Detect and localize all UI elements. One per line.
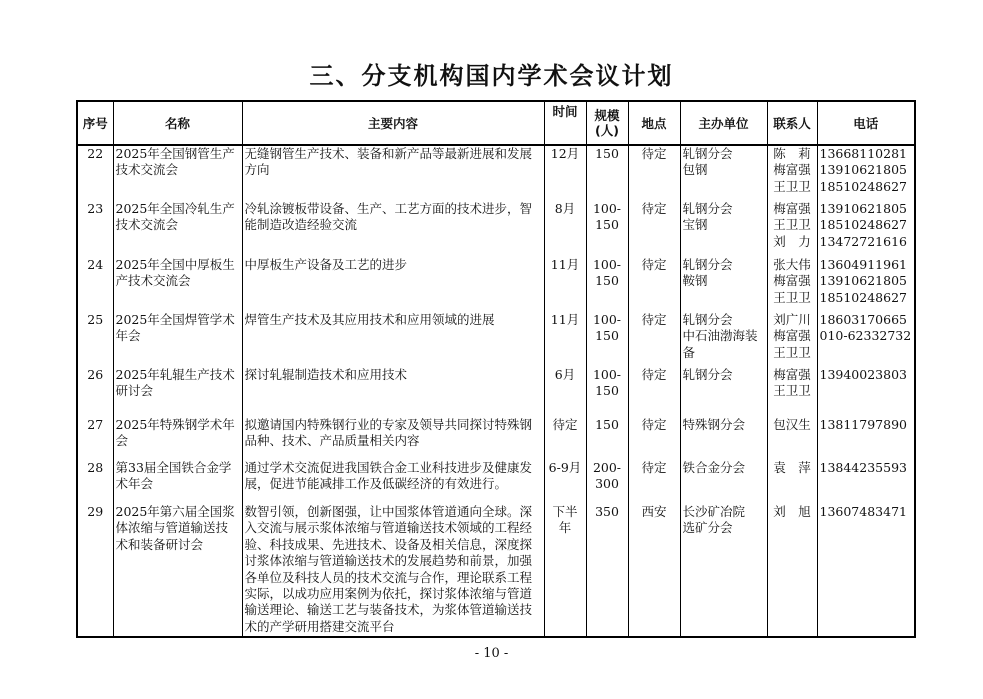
meeting-phone (817, 201, 915, 257)
meeting-content: 数智引领，创新图强，让中国浆体管道通向全球。深入交流与展示浆体浓缩与管道输送技术领域的工程经验、科技成果、先进技术、设备及相关信息，深度探讨浆体浓缩与管道输送技术的发展趋势和前景，加强各单位及科技人员的技术交流与合作，理论联系工程实际，以成功应用案例为依托，探讨浆体浓缩与管道输送理论、输送工艺与装备技术，为浆体管道输送技术的产学研用搭建交流平台 (242, 504, 544, 637)
meeting-content: 冷轧涂镀板带设备、生产、工艺方面的技术进步，智能制造改造经验交流 (242, 201, 544, 257)
row-number: 26 (77, 367, 113, 417)
meeting-host (680, 145, 767, 201)
row-number: 23 (77, 201, 113, 257)
meeting-scale-line: 150 (595, 383, 619, 399)
meeting-place: 待定 (628, 312, 680, 367)
meeting-contact (767, 312, 817, 367)
meeting-host-line: 铁合金分会 (682, 460, 746, 475)
meeting-scale (586, 504, 628, 637)
page-title: 三、分支机构国内学术会议计划 (309, 62, 674, 90)
meeting-host-line: 备 (682, 344, 696, 360)
meeting-scale (586, 201, 628, 257)
meeting-content: 探讨轧辊制造技术和应用技术 (242, 367, 544, 417)
meeting-scale-line: 300 (595, 476, 619, 492)
meeting-phone-line: 18510248627 (819, 217, 907, 233)
row-number: 22 (77, 145, 113, 201)
meeting-phone-line: 13910621805 (819, 162, 907, 178)
meeting-name: 2025年特殊钢学术年会 (113, 417, 242, 460)
meeting-phone-line: 18603170665 (819, 312, 907, 327)
meeting-host-line: 包钢 (682, 162, 708, 178)
meeting-time: 6-9月 (544, 460, 586, 504)
header-place: 地点 (628, 101, 680, 145)
meeting-host-line: 中石油渤海装 (682, 328, 758, 344)
meeting-host-line: 轧钢分会 (682, 367, 733, 382)
meeting-phone (817, 367, 915, 417)
header-phone: 电话 (817, 101, 915, 145)
meeting-content: 焊管生产技术及其应用技术和应用领域的进展 (242, 312, 544, 367)
header-contact: 联系人 (767, 101, 817, 145)
table-row (77, 312, 915, 367)
meeting-name: 2025年全国焊管学术年会 (113, 312, 242, 367)
meeting-phone-line: 13604911961 (819, 257, 907, 272)
meeting-host-line: 选矿分会 (682, 520, 733, 536)
header-scale-line: 规模 (594, 108, 620, 123)
meeting-scale-line: 150 (595, 328, 619, 344)
header-content: 主要内容 (242, 101, 544, 145)
meeting-phone-line: 13472721616 (819, 233, 907, 249)
meeting-contact-line: 陈 莉 (773, 146, 811, 161)
meeting-scale (586, 312, 628, 367)
meeting-contact-line: 王卫卫 (773, 383, 811, 399)
row-number: 29 (77, 504, 113, 637)
header-scale (586, 101, 628, 145)
meeting-time: 下半年 (544, 504, 586, 637)
meeting-phone-line: 010-62332732 (819, 328, 912, 344)
meeting-scale-line: 100- (592, 257, 622, 272)
meeting-place: 待定 (628, 145, 680, 201)
meeting-contact (767, 367, 817, 417)
meeting-host (680, 201, 767, 257)
meeting-host (680, 504, 767, 637)
meeting-contact-line: 梅富强 (773, 328, 811, 344)
meeting-contact (767, 257, 817, 312)
meeting-plan-table (76, 100, 916, 638)
meeting-contact-line: 刘 力 (773, 233, 811, 249)
meeting-host (680, 367, 767, 417)
meeting-time: 6月 (544, 367, 586, 417)
meeting-scale (586, 145, 628, 201)
meeting-phone-line: 13668110281 (819, 146, 907, 161)
table-header-row (77, 101, 915, 145)
header-name: 名称 (113, 101, 242, 145)
meeting-host-line: 轧钢分会 (682, 257, 733, 272)
meeting-name: 2025年全国中厚板生产技术交流会 (113, 257, 242, 312)
table-row (77, 460, 915, 504)
meeting-phone-line: 13910621805 (819, 201, 907, 216)
meeting-scale-line: 200- (592, 460, 622, 475)
meeting-time: 待定 (544, 417, 586, 460)
meeting-scale (586, 367, 628, 417)
table-row (77, 145, 915, 201)
meeting-contact-line: 包汉生 (773, 417, 811, 432)
header-num: 序号 (77, 101, 113, 145)
meeting-phone (817, 257, 915, 312)
meeting-host-line: 长沙矿冶院 (682, 504, 746, 519)
meeting-content: 拟邀请国内特殊钢行业的专家及领导共同探讨特殊钢品种、技术、产品质量相关内容 (242, 417, 544, 460)
meeting-place: 待定 (628, 417, 680, 460)
meeting-phone-line: 13910621805 (819, 273, 907, 289)
meeting-content: 通过学术交流促进我国铁合金工业科技进步及健康发展，促进节能减排工作及低碳经济的有效进行。 (242, 460, 544, 504)
meeting-phone-line: 13607483471 (819, 504, 907, 519)
meeting-contact (767, 417, 817, 460)
meeting-scale-line: 100- (592, 312, 622, 327)
row-number: 27 (77, 417, 113, 460)
meeting-phone (817, 145, 915, 201)
meeting-host-line: 轧钢分会 (682, 146, 733, 161)
meeting-host-line: 轧钢分会 (682, 201, 733, 216)
meeting-phone (817, 460, 915, 504)
meeting-content: 无缝钢管生产技术、装备和新产品等最新进展和发展方向 (242, 145, 544, 201)
meeting-contact (767, 201, 817, 257)
meeting-name: 2025年第六届全国浆体浓缩与管道输送技术和装备研讨会 (113, 504, 242, 637)
meeting-scale-line: 150 (595, 146, 619, 161)
meeting-contact-line: 张大伟 (773, 257, 811, 272)
meeting-phone-line: 18510248627 (819, 289, 907, 305)
table-row (77, 504, 915, 637)
meeting-scale-line: 150 (595, 217, 619, 233)
meeting-scale (586, 257, 628, 312)
meeting-place: 西安 (628, 504, 680, 637)
meeting-scale (586, 460, 628, 504)
table-row (77, 367, 915, 417)
meeting-contact-line: 刘 旭 (773, 504, 811, 519)
meeting-name: 2025年轧辊生产技术研讨会 (113, 367, 242, 417)
meeting-phone (817, 312, 915, 367)
meeting-scale-line: 100- (592, 367, 622, 382)
meeting-phone-line: 13940023803 (819, 367, 907, 382)
meeting-contact-line: 梅富强 (773, 162, 811, 178)
meeting-phone-line: 18510248627 (819, 178, 907, 194)
meeting-contact-line: 王卫卫 (773, 344, 811, 360)
header-time: 时间 (544, 101, 586, 145)
meeting-scale-line: 150 (595, 417, 619, 432)
meeting-contact-line: 王卫卫 (773, 289, 811, 305)
meeting-host (680, 257, 767, 312)
meeting-contact-line: 袁 萍 (773, 460, 811, 475)
meeting-name: 2025年全国冷轧生产技术交流会 (113, 201, 242, 257)
meeting-scale-line: 150 (595, 273, 619, 289)
meeting-time: 12月 (544, 145, 586, 201)
row-number: 24 (77, 257, 113, 312)
meeting-place: 待定 (628, 201, 680, 257)
table-row (77, 257, 915, 312)
table-body (77, 145, 915, 637)
table-row (77, 417, 915, 460)
meeting-name: 第33届全国铁合金学术年会 (113, 460, 242, 504)
meeting-time: 11月 (544, 257, 586, 312)
meeting-host-line: 宝钢 (682, 217, 708, 233)
meeting-place: 待定 (628, 460, 680, 504)
row-number: 28 (77, 460, 113, 504)
meeting-scale-line: 350 (595, 504, 619, 519)
meeting-scale (586, 417, 628, 460)
page-number: - 10 - (474, 646, 509, 661)
meeting-name: 2025年全国钢管生产技术交流会 (113, 145, 242, 201)
meeting-contact (767, 460, 817, 504)
meeting-time: 8月 (544, 201, 586, 257)
meeting-host (680, 460, 767, 504)
meeting-contact (767, 504, 817, 637)
meeting-place: 待定 (628, 367, 680, 417)
table-row (77, 201, 915, 257)
meeting-time: 11月 (544, 312, 586, 367)
meeting-host-line: 特殊钢分会 (682, 417, 746, 432)
meeting-host-line: 轧钢分会 (682, 312, 733, 327)
meeting-host-line: 鞍钢 (682, 273, 708, 289)
meeting-contact-line: 王卫卫 (773, 178, 811, 194)
meeting-phone (817, 504, 915, 637)
header-scale-unit: (人) (595, 123, 619, 138)
meeting-contact (767, 145, 817, 201)
meeting-contact-line: 王卫卫 (773, 217, 811, 233)
meeting-contact-line: 梅富强 (773, 367, 811, 382)
meeting-contact-line: 刘广川 (773, 312, 811, 327)
header-host: 主办单位 (680, 101, 767, 145)
meeting-phone-line: 13844235593 (819, 460, 907, 475)
meeting-phone-line: 13811797890 (819, 417, 907, 432)
meeting-content: 中厚板生产设备及工艺的进步 (242, 257, 544, 312)
meeting-phone (817, 417, 915, 460)
meeting-scale-line: 100- (592, 201, 622, 216)
meeting-contact-line: 梅富强 (773, 273, 811, 289)
meeting-host (680, 417, 767, 460)
meeting-place: 待定 (628, 257, 680, 312)
meeting-contact-line: 梅富强 (773, 201, 811, 216)
meeting-host (680, 312, 767, 367)
row-number: 25 (77, 312, 113, 367)
